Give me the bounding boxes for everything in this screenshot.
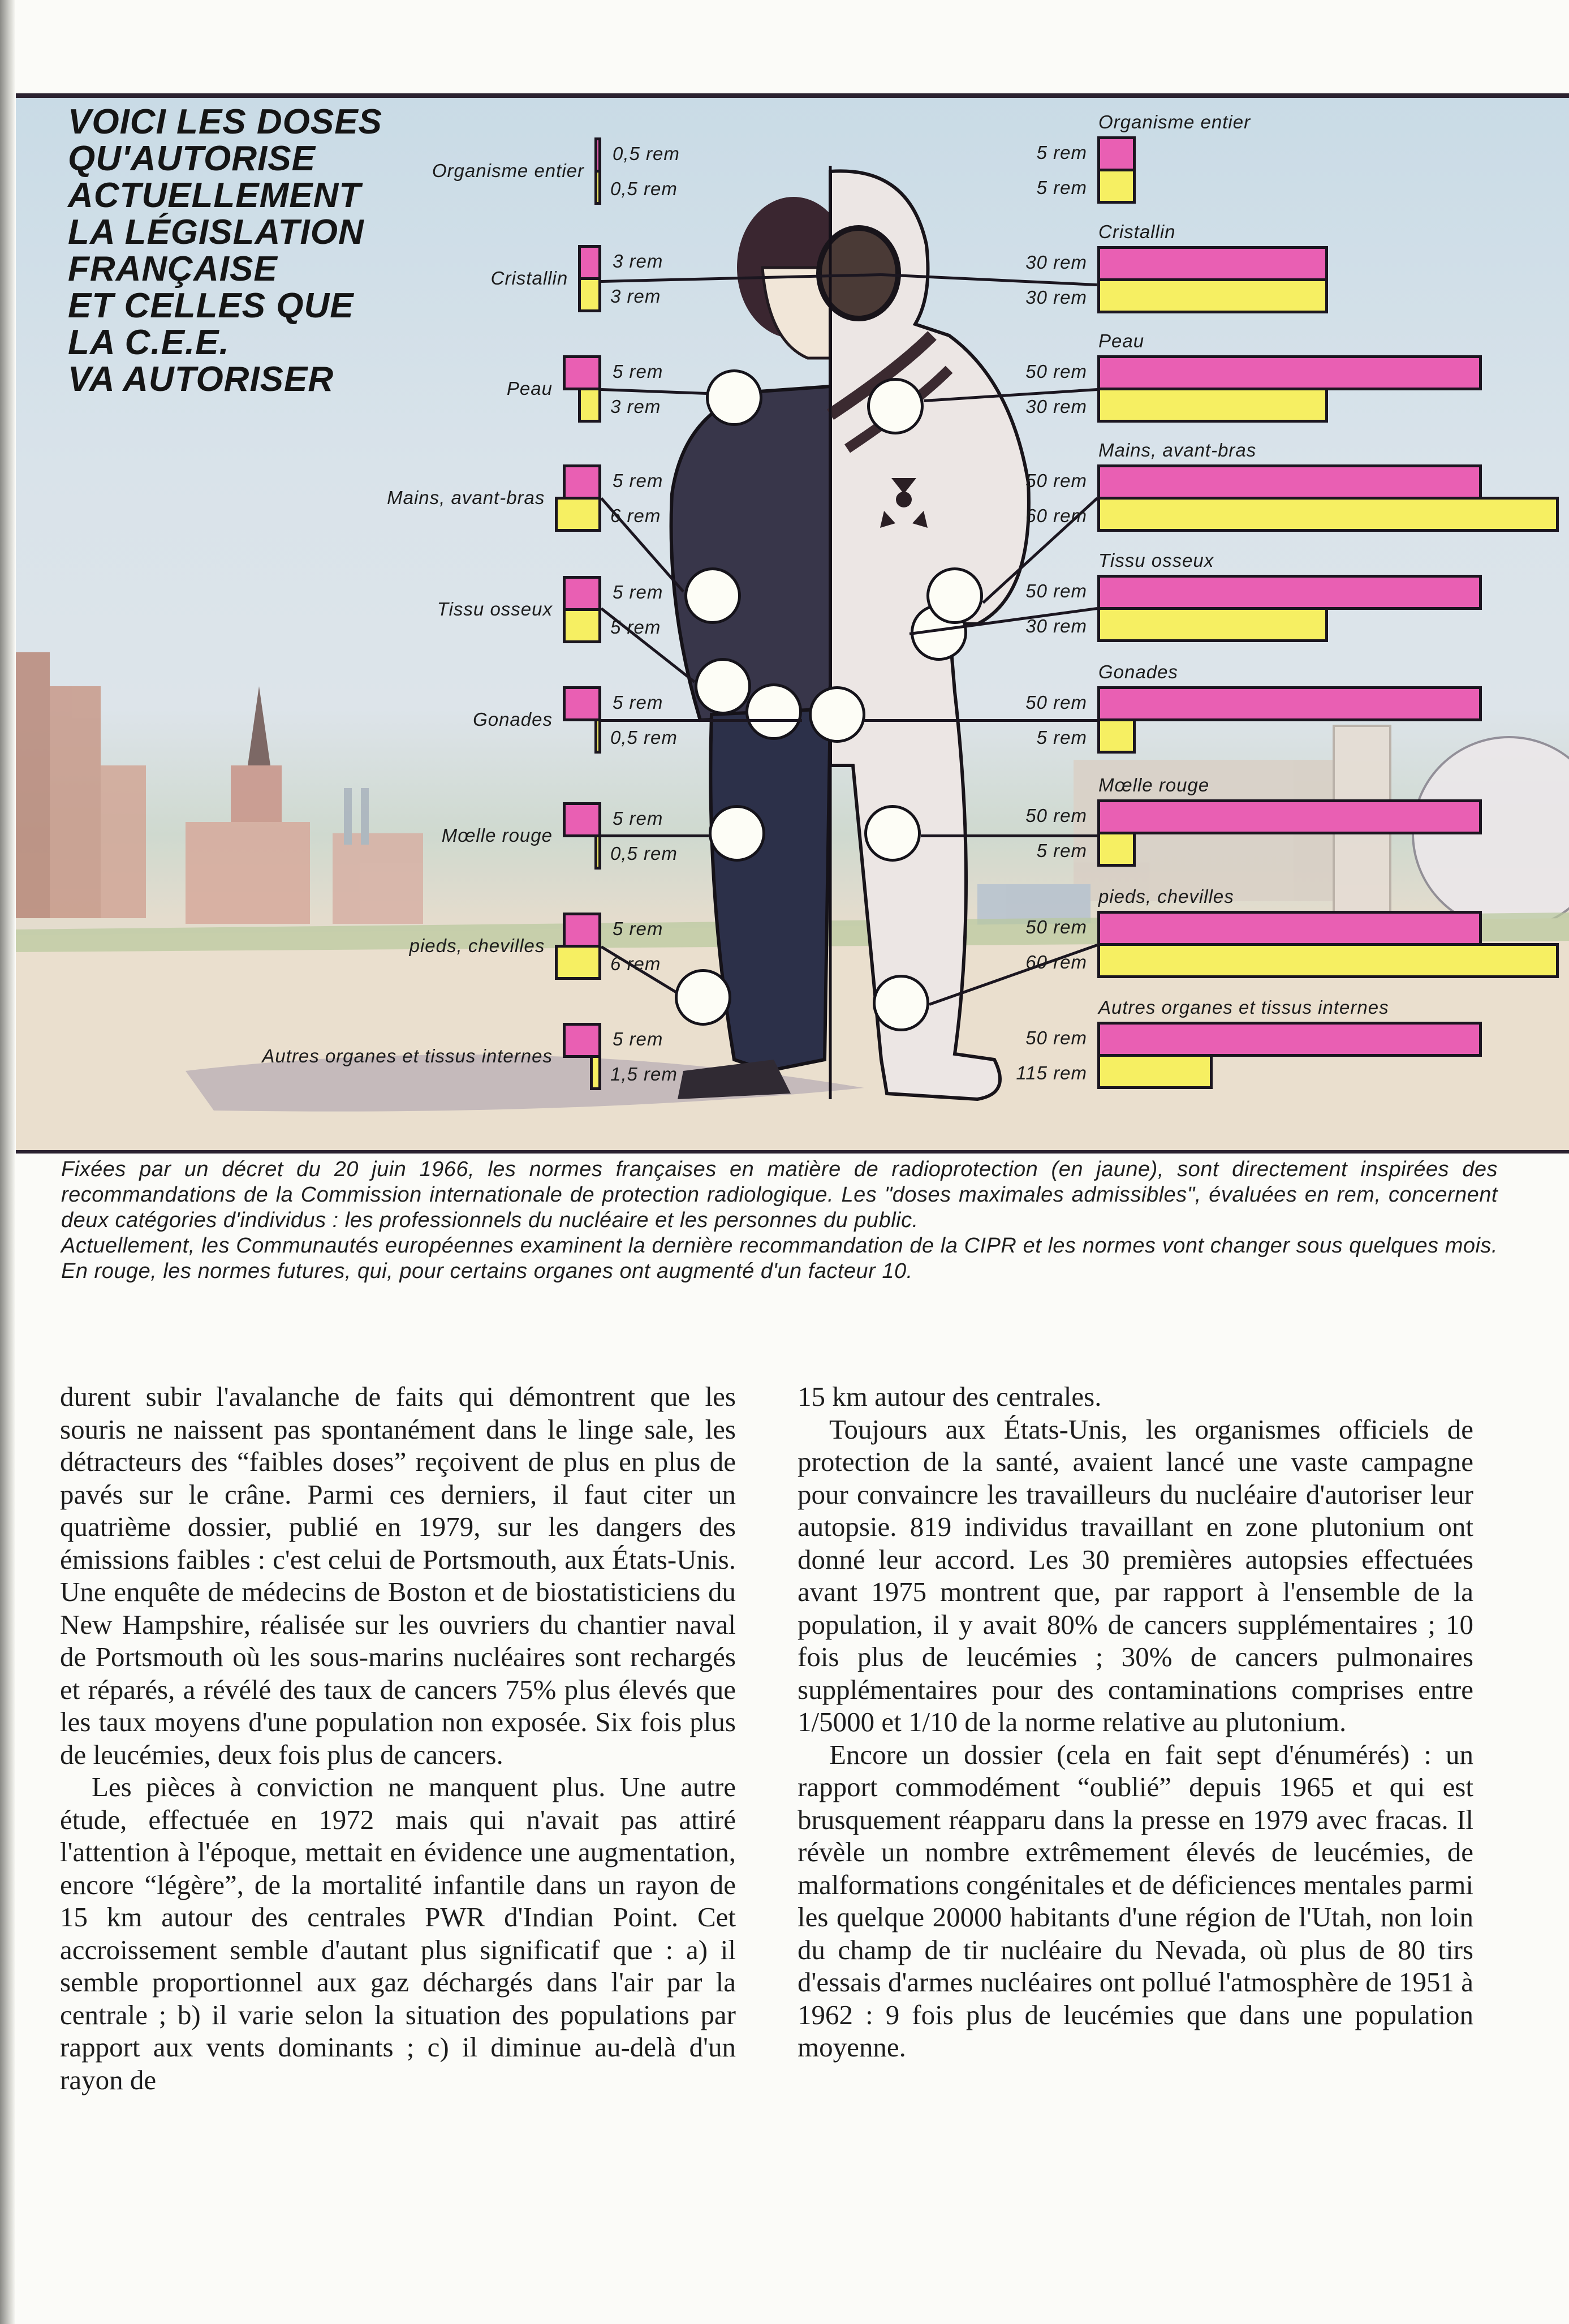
bar-current-2 [578,388,601,423]
body-marker [873,975,929,1031]
bar-current-1 [1097,278,1328,313]
value-label-future: 5 rem [613,361,663,382]
category-label: Mains, avant-bras [1098,440,1257,461]
body-column-right [798,1380,1473,2064]
caption-paragraph: Actuellement, les Communautés européennes examinent la dernière recommandation de la CIPR et les normes vont changer sous quelques mois. En rouge, les normes futures, qui, pour certains organes ont augmenté d'un facteur 10. [61,1234,1498,1283]
value-label-future: 0,5 rem [613,143,680,164]
category-label: Tissu osseux [1098,550,1214,571]
value-label-current: 5 rem [1036,177,1087,198]
bar-current-4 [1097,607,1328,642]
bar-future-4 [563,576,601,611]
town-buildings [16,652,423,924]
bar-current-0 [594,170,601,205]
value-label-current: 60 rem [1025,952,1087,972]
headline-line: VOICI LES DOSES [68,102,382,141]
value-label-current: 5 rem [1036,727,1087,748]
body-paragraph: Les pièces à conviction ne manquent plus. Une autre étude, effectuée en 1972 mais qui n'avait pas attiré l'attention à l'époque, mettait en évidence une augmentation, encore “légère”, de la mortalité infantile dans un rayon de 15 km autour des centrales PWR d'Indian Point. Cet accroissement semble d'autant plus significatif que : a) il semble proportionnel aux gaz déchargés dans l'air par la centrale ; b) il varie selon la situation des populations par rapport aux vents dominants ; c) il diminue au-delà d'un rayon de [60,1771,736,2095]
value-label-future: 5 rem [613,692,663,713]
bar-current-6 [594,834,601,870]
category-label: Organisme entier [1098,111,1251,132]
value-label-future: 50 rem [1025,580,1087,601]
headline [68,104,382,398]
value-label-future: 30 rem [1025,252,1087,273]
bar-current-4 [563,608,601,643]
body-column-left [60,1380,736,2096]
value-label-current: 3 rem [610,396,661,417]
bar-future-7 [1097,911,1482,946]
bar-future-3 [563,464,601,500]
bar-future-2 [563,355,601,390]
value-label-future: 50 rem [1025,805,1087,826]
body-marker [809,686,865,743]
category-label: Tissu osseux [437,599,553,619]
bar-future-0 [594,137,601,173]
category-label: Gonades [473,709,553,730]
value-label-current: 5 rem [610,617,661,638]
headline-line: ACTUELLEMENT [68,176,361,215]
value-label-current: 1,5 rem [610,1064,678,1084]
body-paragraph: Encore un dossier (cela en fait sept d'énumérés) : un rapport commodément “oublié” depuis 1965 et qui est brusquement réapparu dans la presse en 1979 avec fracas. Il révèle un nombre extrêmement élevés de leucémies, de malformations congénitales et de déficiences mentales parmi les quelque 20000 habitants d'une région de l'Utah, non loin du champ de tir nucléaire du Nevada, où plus de 80 tirs d'essais d'armes nucléaires ont pollué l'atmosphère de 1951 à 1962 : 9 fois plus de leucémies que dans une population moyenne. [798,1738,1473,2063]
leader-line [601,719,802,722]
bar-future-0 [1097,136,1136,171]
value-label-future: 50 rem [1025,692,1087,713]
value-label-future: 5 rem [1036,142,1087,163]
bar-current-7 [1097,943,1559,978]
value-label-current: 5 rem [1036,840,1087,861]
bar-current-2 [1097,388,1328,423]
leader-line [921,834,1097,837]
value-label-current: 0,5 rem [610,727,678,748]
headline-line: LA LÉGISLATION [68,213,364,252]
category-label: Peau [506,378,553,399]
bar-future-1 [578,245,601,280]
figure-caption [61,1157,1498,1284]
bar-future-3 [1097,464,1482,500]
value-label-current: 115 rem [1016,1062,1087,1083]
bar-current-3 [555,497,601,532]
bar-future-4 [1097,575,1482,610]
value-label-current: 6 rem [610,505,661,526]
bar-current-8 [1097,1054,1213,1089]
body-paragraph: 15 km autour des centrales. [798,1381,1102,1412]
bar-future-7 [563,913,601,948]
value-label-future: 50 rem [1025,470,1087,491]
value-label-current: 30 rem [1025,287,1087,308]
body-marker [745,683,802,740]
category-label: Cristallin [490,268,568,289]
value-label-future: 50 rem [1025,1027,1087,1048]
headline-line: QU'AUTORISE [68,139,316,178]
category-label: Mœlle rouge [441,825,553,846]
category-label: Organisme entier [432,160,584,181]
dose-illustration [16,93,1569,1154]
body-marker [867,378,924,434]
value-label-future: 50 rem [1025,361,1087,382]
body-paragraph: durent subir l'avalanche de faits qui démontrent que les souris ne naissent pas spontanément dans le linge sale, les détracteurs des “faibles doses” reçoivent de plus en plus de pavés sur le crâne. Parmi ces derniers, il faut citer un quatrième dossier, publié en 1979, sur les dangers des émissions faibles : c'est celui de Portsmouth, aux États-Unis. Une enquête de médecins de Boston et de biostatisticiens du New Hampshire, réalisée sur les ouvriers du chantier naval de Portsmouth où les sous-marins nucléaires sont rechargés et réparés, a révélé des taux de cancers 75% plus élevés que les taux moyens d'une population non exposée. Six fois plus de leucémies, deux fois plus de cancers. [60,1381,736,1770]
category-label: Cristallin [1098,221,1176,242]
body-marker [706,369,762,426]
body-marker [926,567,983,624]
category-label: Gonades [1098,661,1178,682]
bar-current-3 [1097,497,1559,532]
category-label: pieds, chevilles [1098,886,1234,907]
bar-future-8 [1097,1022,1482,1057]
category-label: Peau [1098,330,1145,351]
bar-current-1 [578,277,601,312]
category-label: Mœlle rouge [1098,774,1210,795]
value-label-current: 6 rem [610,953,661,974]
leader-line [601,834,709,837]
value-label-future: 5 rem [613,1028,663,1049]
bar-future-5 [1097,686,1482,721]
body-marker [695,658,751,715]
leader-line [864,719,1097,722]
bar-future-1 [1097,246,1328,281]
bar-future-2 [1097,355,1482,390]
body-paragraph: Toujours aux États-Unis, les organismes officiels de protection de la santé, avaient lancé une vaste campagne pour convaincre les travailleurs du nucléaire d'autoriser leur autopsie. 819 individus travaillant en zone plutonium ont donné leur accord. Les 30 premières autopsies effectuées avant 1975 montrent que, par rapport à l'ensemble de la population, il y avait 80% de cancers supplémentaires ; 10 fois plus de leucémies ; 30% de cancers pulmonaires supplémentaires pour des contaminations comprises entre 1/5000 et 1/10 de la norme relative au plutonium. [798,1413,1473,1737]
value-label-future: 5 rem [613,470,663,491]
bar-future-8 [563,1023,601,1058]
value-label-current: 3 rem [610,286,661,307]
headline-line: FRANÇAISE [68,249,278,289]
value-label-current: 30 rem [1025,396,1087,417]
value-label-future: 5 rem [613,582,663,602]
bar-current-5 [1097,718,1136,754]
bar-current-8 [590,1055,601,1090]
category-label: Autres organes et tissus internes [1098,997,1389,1018]
category-label: Mains, avant-bras [387,487,545,508]
caption-paragraph: Fixées par un décret du 20 juin 1966, les normes françaises en matière de radioprotection (en jaune), sont directement inspirées des recommandations de la Commission internationale de protection radiologique. Les "doses maximales admissibles", évaluées en rem, concernent deux catégories d'individus : les professionnels du nucléaire et les personnes du public. [61,1157,1498,1232]
bar-current-6 [1097,832,1136,867]
bar-current-7 [555,945,601,980]
headline-line: ET CELLES QUE [68,286,354,325]
bar-current-0 [1097,169,1136,204]
bar-future-6 [563,802,601,837]
headline-line: VA AUTORISER [68,360,334,399]
bar-current-5 [594,718,601,754]
value-label-future: 5 rem [613,918,663,939]
body-marker [675,969,731,1026]
value-label-current: 30 rem [1025,616,1087,636]
category-label: Autres organes et tissus internes [262,1045,553,1066]
body-marker [684,567,741,624]
category-label: pieds, chevilles [409,935,545,956]
body-marker [864,805,921,862]
value-label-future: 5 rem [613,808,663,829]
value-label-current: 0,5 rem [610,178,678,199]
bar-future-6 [1097,799,1482,834]
value-label-future: 50 rem [1025,916,1087,937]
body-marker [709,805,765,862]
headline-line: LA C.E.E. [68,323,230,362]
value-label-current: 60 rem [1025,505,1087,526]
value-label-current: 0,5 rem [610,843,678,864]
page-spine-shadow [0,0,15,2324]
value-label-future: 3 rem [613,251,663,272]
bar-future-5 [563,686,601,721]
